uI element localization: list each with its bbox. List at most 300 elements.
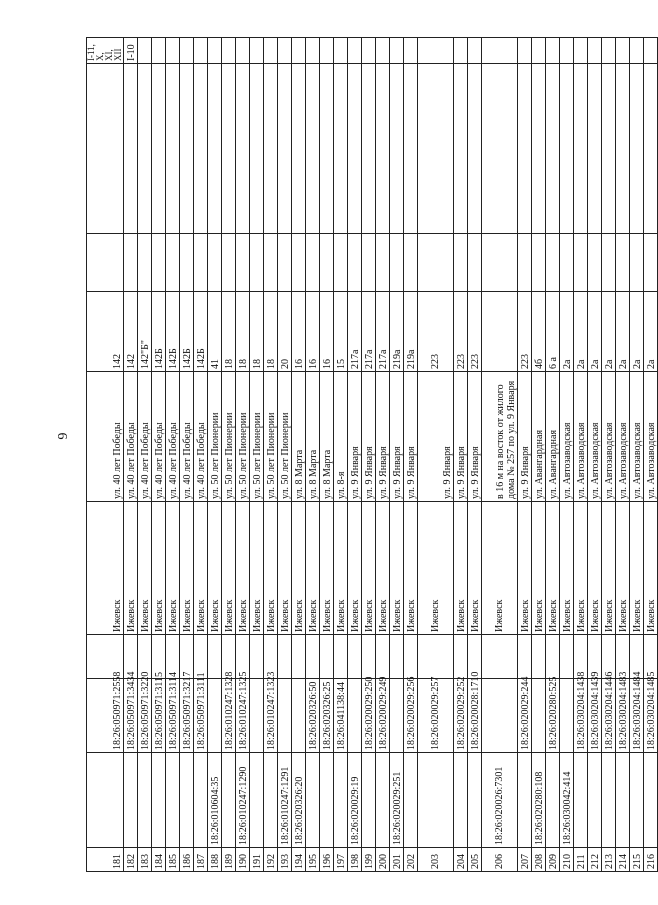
- street-cell: ул. 40 лет Победы: [166, 372, 180, 502]
- blank-cell: [390, 635, 404, 679]
- zone-cell: [376, 38, 390, 64]
- zone-cell: [306, 38, 320, 64]
- zone-cell: [602, 38, 616, 64]
- cadastral-number-land: [616, 753, 630, 848]
- row-number: 193: [278, 848, 292, 872]
- row-number: 207: [518, 848, 532, 872]
- blank-cell: [560, 234, 574, 292]
- cadastral-number-building: 18:26:020029:250: [362, 679, 376, 753]
- cadastral-number-building: 18:26:020029:249: [376, 679, 390, 753]
- blank-cell: [320, 64, 334, 234]
- blank-cell: [588, 64, 602, 234]
- house-number-cell: 223: [518, 292, 532, 372]
- blank-cell: [87, 64, 124, 234]
- city-cell: Ижевск: [306, 502, 320, 635]
- blank-cell: [334, 234, 348, 292]
- blank-cell: [418, 64, 454, 234]
- city-cell: Ижевск: [124, 502, 138, 635]
- blank-cell: [454, 64, 468, 234]
- cadastral-number-land: 18:26:010604:35: [208, 753, 222, 848]
- cadastral-number-building: [292, 679, 306, 753]
- blank-cell: [208, 234, 222, 292]
- city-cell: Ижевск: [194, 502, 208, 635]
- row-number: 203: [418, 848, 454, 872]
- blank-cell: [124, 64, 138, 234]
- cadastral-number-building: 18:26:041138:44: [334, 679, 348, 753]
- city-cell: Ижевск: [574, 502, 588, 635]
- blank-cell: [222, 234, 236, 292]
- blank-cell: [518, 635, 532, 679]
- city-cell: Ижевск: [152, 502, 166, 635]
- zone-cell: [454, 38, 468, 64]
- table-row: [222, 38, 236, 872]
- cadastral-number-building: 18:26:020029:256: [404, 679, 418, 753]
- house-number-cell: 219а: [404, 292, 418, 372]
- street-cell: ул. 9 Января: [362, 372, 376, 502]
- page-number: 6: [54, 432, 69, 440]
- row-number: 185: [166, 848, 180, 872]
- city-cell: Ижевск: [454, 502, 468, 635]
- street-cell: ул. Авангардная: [546, 372, 560, 502]
- house-number-cell: 223: [468, 292, 482, 372]
- blank-cell: [404, 234, 418, 292]
- city-cell: Ижевск: [362, 502, 376, 635]
- street-cell: ул. Автозаводская: [574, 372, 588, 502]
- blank-cell: [418, 234, 454, 292]
- cadastral-number-building: 18:26:020029:252: [454, 679, 468, 753]
- table-row: [560, 38, 574, 872]
- city-cell: Ижевск: [546, 502, 560, 635]
- blank-cell: [546, 64, 560, 234]
- blank-cell: [630, 234, 644, 292]
- blank-cell: [482, 635, 518, 679]
- cadastral-number-building: [560, 679, 574, 753]
- cadastral-number-building: 18:26:050971:3111: [194, 679, 208, 753]
- cadastral-number-building: 18:26:050971:3217: [180, 679, 194, 753]
- cadastral-number-building: 18:26:030204:1439: [588, 679, 602, 753]
- table-row: [546, 38, 560, 872]
- blank-cell: [602, 64, 616, 234]
- cadastral-number-land: [250, 753, 264, 848]
- blank-cell: [278, 635, 292, 679]
- blank-cell: [236, 64, 250, 234]
- house-number-cell: 223: [454, 292, 468, 372]
- city-cell: Ижевск: [180, 502, 194, 635]
- blank-cell: [468, 64, 482, 234]
- row-number: 216: [644, 848, 658, 872]
- row-number: 200: [376, 848, 390, 872]
- city-cell: Ижевск: [222, 502, 236, 635]
- table-row: [87, 38, 124, 872]
- house-number-cell: 142Б: [152, 292, 166, 372]
- zone-cell: [588, 38, 602, 64]
- row-number: 194: [292, 848, 306, 872]
- cadastral-number-land: [418, 753, 454, 848]
- blank-cell: [278, 64, 292, 234]
- street-cell: ул. Автозаводская: [616, 372, 630, 502]
- street-cell: ул. Автозаводская: [560, 372, 574, 502]
- blank-cell: [532, 635, 546, 679]
- table-row: [250, 38, 264, 872]
- blank-cell: [376, 635, 390, 679]
- blank-cell: [250, 234, 264, 292]
- table-row: [454, 38, 468, 872]
- cadastral-number-building: [532, 679, 546, 753]
- row-number: 197: [334, 848, 348, 872]
- city-cell: Ижевск: [376, 502, 390, 635]
- house-number-cell: 18: [236, 292, 250, 372]
- house-number-cell: 16: [320, 292, 334, 372]
- blank-cell: [208, 64, 222, 234]
- cadastral-number-land: [362, 753, 376, 848]
- zone-cell: [616, 38, 630, 64]
- cadastral-number-land: 18:26:020029:251: [390, 753, 404, 848]
- city-cell: Ижевск: [348, 502, 362, 635]
- blank-cell: [292, 635, 306, 679]
- blank-cell: [222, 64, 236, 234]
- zone-cell: [418, 38, 454, 64]
- zone-cell: [574, 38, 588, 64]
- street-cell: ул. Автозаводская: [630, 372, 644, 502]
- blank-cell: [454, 635, 468, 679]
- blank-cell: [376, 234, 390, 292]
- blank-cell: [348, 234, 362, 292]
- street-cell: ул. 9 Января: [376, 372, 390, 502]
- zone-cell: [208, 38, 222, 64]
- zone-cell: [138, 38, 152, 64]
- city-cell: Ижевск: [236, 502, 250, 635]
- cadastral-number-land: 18:26:020280:108: [532, 753, 546, 848]
- zone-cell: [334, 38, 348, 64]
- cadastral-number-land: [546, 753, 560, 848]
- blank-cell: [532, 234, 546, 292]
- city-cell: Ижевск: [602, 502, 616, 635]
- cadastral-number-land: [404, 753, 418, 848]
- registry-table-rotated: [86, 38, 657, 872]
- blank-cell: [362, 234, 376, 292]
- blank-cell: [376, 64, 390, 234]
- house-number-cell: 16: [306, 292, 320, 372]
- zone-cell: [278, 38, 292, 64]
- blank-cell: [362, 635, 376, 679]
- zone-cell: I-10: [124, 38, 138, 64]
- cadastral-number-land: [376, 753, 390, 848]
- cadastral-number-land: [264, 753, 278, 848]
- row-number: 182: [124, 848, 138, 872]
- street-cell: в 16 м на восток от жилого дома № 257 по ул. 9 Января: [482, 372, 518, 502]
- street-cell: ул. 9 Января: [404, 372, 418, 502]
- street-cell: ул. Автозаводская: [644, 372, 658, 502]
- street-cell: ул. 50 лет Пионерии: [278, 372, 292, 502]
- cadastral-number-building: [348, 679, 362, 753]
- zone-cell: [236, 38, 250, 64]
- city-cell: Ижевск: [418, 502, 454, 635]
- table-row: [194, 38, 208, 872]
- city-cell: Ижевск: [390, 502, 404, 635]
- blank-cell: [264, 64, 278, 234]
- city-cell: Ижевск: [482, 502, 518, 635]
- blank-cell: [518, 64, 532, 234]
- street-cell: ул. 40 лет Победы: [152, 372, 166, 502]
- city-cell: Ижевск: [404, 502, 418, 635]
- zone-cell: [532, 38, 546, 64]
- cadastral-number-land: [306, 753, 320, 848]
- cadastral-number-building: [390, 679, 404, 753]
- cadastral-number-land: 18:26:020029:19: [348, 753, 362, 848]
- table-row: [236, 38, 250, 872]
- cadastral-number-building: 18:26:020028:1710: [468, 679, 482, 753]
- table-row: [362, 38, 376, 872]
- cadastral-number-land: [518, 753, 532, 848]
- blank-cell: [306, 234, 320, 292]
- table-row: [166, 38, 180, 872]
- cadastral-number-land: [468, 753, 482, 848]
- zone-cell: [362, 38, 376, 64]
- zone-cell: [390, 38, 404, 64]
- house-number-cell: 2а: [602, 292, 616, 372]
- cadastral-number-building: [250, 679, 264, 753]
- blank-cell: [602, 234, 616, 292]
- street-cell: ул. 50 лет Пионерии: [264, 372, 278, 502]
- cadastral-number-building: [278, 679, 292, 753]
- street-cell: ул. Автозаводская: [588, 372, 602, 502]
- row-number: 214: [616, 848, 630, 872]
- zone-cell: [468, 38, 482, 64]
- house-number-cell: 219а: [390, 292, 404, 372]
- zone-cell: [482, 38, 518, 64]
- city-cell: Ижевск: [616, 502, 630, 635]
- house-number-cell: 142: [87, 292, 124, 372]
- city-cell: Ижевск: [292, 502, 306, 635]
- blank-cell: [390, 234, 404, 292]
- blank-cell: [482, 64, 518, 234]
- cadastral-number-land: [320, 753, 334, 848]
- street-cell: ул. 40 лет Победы: [194, 372, 208, 502]
- table-row: [376, 38, 390, 872]
- city-cell: Ижевск: [334, 502, 348, 635]
- street-cell: ул. 9 Января: [518, 372, 532, 502]
- house-number-cell: 18: [250, 292, 264, 372]
- blank-cell: [278, 234, 292, 292]
- blank-cell: [482, 234, 518, 292]
- table-row: [180, 38, 194, 872]
- city-cell: Ижевск: [138, 502, 152, 635]
- registry-table: [86, 37, 658, 872]
- cadastral-number-land: [222, 753, 236, 848]
- house-number-cell: 4б: [532, 292, 546, 372]
- zone-cell: [194, 38, 208, 64]
- blank-cell: [404, 64, 418, 234]
- table-row: [264, 38, 278, 872]
- house-number-cell: 6 а: [546, 292, 560, 372]
- row-number: 191: [250, 848, 264, 872]
- row-number: 213: [602, 848, 616, 872]
- city-cell: Ижевск: [278, 502, 292, 635]
- blank-cell: [518, 234, 532, 292]
- table-row: [320, 38, 334, 872]
- street-cell: ул. 40 лет Победы: [138, 372, 152, 502]
- zone-cell: [560, 38, 574, 64]
- city-cell: Ижевск: [644, 502, 658, 635]
- cadastral-number-land: [166, 753, 180, 848]
- blank-cell: [616, 64, 630, 234]
- cadastral-number-building: 18:26:010247:1325: [236, 679, 250, 753]
- street-cell: ул. 9 Января: [468, 372, 482, 502]
- zone-cell: [320, 38, 334, 64]
- zone-cell: [546, 38, 560, 64]
- row-number: 210: [560, 848, 574, 872]
- city-cell: Ижевск: [468, 502, 482, 635]
- house-number-cell: 18: [222, 292, 236, 372]
- blank-cell: [264, 234, 278, 292]
- cadastral-number-land: [152, 753, 166, 848]
- blank-cell: [306, 635, 320, 679]
- table-row: [616, 38, 630, 872]
- table-row: [306, 38, 320, 872]
- blank-cell: [390, 64, 404, 234]
- zone-cell: [348, 38, 362, 64]
- table-row: [348, 38, 362, 872]
- row-number: 212: [588, 848, 602, 872]
- table-row: [124, 38, 138, 872]
- blank-cell: [306, 64, 320, 234]
- house-number-cell: 41: [208, 292, 222, 372]
- city-cell: Ижевск: [208, 502, 222, 635]
- zone-cell: [644, 38, 658, 64]
- row-number: 189: [222, 848, 236, 872]
- table-row: [482, 38, 518, 872]
- cadastral-number-land: [124, 753, 138, 848]
- cadastral-number-land: [454, 753, 468, 848]
- house-number-cell: 2а: [560, 292, 574, 372]
- blank-cell: [292, 64, 306, 234]
- city-cell: Ижевск: [87, 502, 124, 635]
- cadastral-number-building: 18:26:010247:1323: [264, 679, 278, 753]
- row-number: 198: [348, 848, 362, 872]
- zone-cell: [152, 38, 166, 64]
- house-number-cell: 15: [334, 292, 348, 372]
- cadastral-number-land: [334, 753, 348, 848]
- cadastral-number-building: 18:26:020326:25: [320, 679, 334, 753]
- cadastral-number-building: 18:26:020029:244: [518, 679, 532, 753]
- house-number-cell: 18: [264, 292, 278, 372]
- table-row: [138, 38, 152, 872]
- house-number-cell: 2а: [630, 292, 644, 372]
- house-number-cell: 142"Б": [138, 292, 152, 372]
- city-cell: Ижевск: [560, 502, 574, 635]
- cadastral-number-building: [482, 679, 518, 753]
- cadastral-number-land: [574, 753, 588, 848]
- house-number-cell: 217а: [362, 292, 376, 372]
- cadastral-number-land: [180, 753, 194, 848]
- cadastral-number-land: [138, 753, 152, 848]
- blank-cell: [362, 64, 376, 234]
- row-number: 206: [482, 848, 518, 872]
- table-row: [532, 38, 546, 872]
- cadastral-number-building: 18:26:030204:1446: [602, 679, 616, 753]
- street-cell: ул. Авангардная: [532, 372, 546, 502]
- street-cell: ул. 40 лет Победы: [124, 372, 138, 502]
- blank-cell: [194, 64, 208, 234]
- blank-cell: [208, 635, 222, 679]
- cadastral-number-land: 18:26:030042:414: [560, 753, 574, 848]
- city-cell: Ижевск: [166, 502, 180, 635]
- city-cell: Ижевск: [518, 502, 532, 635]
- house-number-cell: 20: [278, 292, 292, 372]
- house-number-cell: 2а: [574, 292, 588, 372]
- blank-cell: [320, 234, 334, 292]
- cadastral-number-building: 18:26:020029:257: [418, 679, 454, 753]
- blank-cell: [166, 234, 180, 292]
- row-number: 209: [546, 848, 560, 872]
- cadastral-number-land: [588, 753, 602, 848]
- blank-cell: [236, 234, 250, 292]
- table-row: [278, 38, 292, 872]
- zone-cell: [264, 38, 278, 64]
- table-row: [644, 38, 658, 872]
- row-number: 187: [194, 848, 208, 872]
- house-number-cell: 217а: [348, 292, 362, 372]
- city-cell: Ижевск: [588, 502, 602, 635]
- street-cell: ул. 9 Января: [390, 372, 404, 502]
- city-cell: Ижевск: [264, 502, 278, 635]
- cadastral-number-land: [630, 753, 644, 848]
- row-number: 183: [138, 848, 152, 872]
- house-number-cell: 2а: [588, 292, 602, 372]
- zone-cell: [518, 38, 532, 64]
- street-cell: ул. 50 лет Пионерии: [208, 372, 222, 502]
- cadastral-number-building: 18:26:020280:525: [546, 679, 560, 753]
- blank-cell: [138, 234, 152, 292]
- table-body: [87, 38, 658, 872]
- blank-cell: [644, 234, 658, 292]
- cadastral-number-building: [208, 679, 222, 753]
- street-cell: ул. 40 лет Победы: [87, 372, 124, 502]
- house-number-cell: 142: [124, 292, 138, 372]
- blank-cell: [644, 64, 658, 234]
- cadastral-number-land: 18:26:010247:1290: [236, 753, 250, 848]
- blank-cell: [152, 234, 166, 292]
- blank-cell: [574, 64, 588, 234]
- street-cell: ул. 50 лет Пионерии: [222, 372, 236, 502]
- house-number-cell: 2а: [616, 292, 630, 372]
- city-cell: Ижевск: [532, 502, 546, 635]
- blank-cell: [124, 234, 138, 292]
- row-number: 215: [630, 848, 644, 872]
- street-cell: ул. 9 Января: [418, 372, 454, 502]
- blank-cell: [180, 64, 194, 234]
- zone-cell: [222, 38, 236, 64]
- blank-cell: [334, 635, 348, 679]
- house-number-cell: 142Б: [166, 292, 180, 372]
- zone-cell: [166, 38, 180, 64]
- zone-cell: [630, 38, 644, 64]
- cadastral-number-building: 18:26:050971:3434: [124, 679, 138, 753]
- row-number: 196: [320, 848, 334, 872]
- city-cell: Ижевск: [320, 502, 334, 635]
- blank-cell: [532, 64, 546, 234]
- table-row: [602, 38, 616, 872]
- row-number: 199: [362, 848, 376, 872]
- cadastral-number-land: [644, 753, 658, 848]
- table-row: [630, 38, 644, 872]
- house-number-cell: 142Б: [180, 292, 194, 372]
- cadastral-number-land: [194, 753, 208, 848]
- street-cell: ул. Автозаводская: [602, 372, 616, 502]
- table-row: [404, 38, 418, 872]
- blank-cell: [348, 64, 362, 234]
- street-cell: ул. 8 Марта: [306, 372, 320, 502]
